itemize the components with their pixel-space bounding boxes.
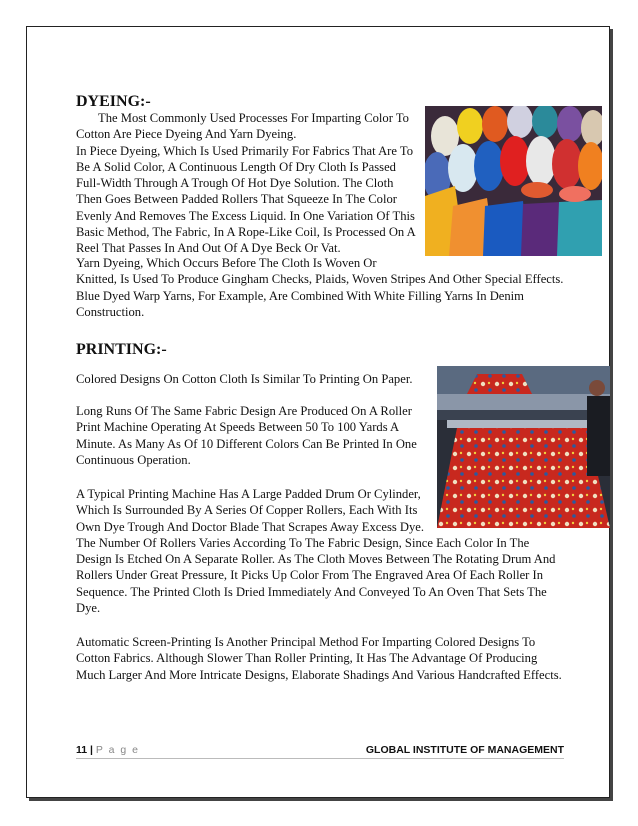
- dyeing-paragraph-1: The Most Commonly Used Processes For Imparting Color To Cotton Are Piece Dyeing And Yarn Dyeing. In Piece Dyeing, Which Is Used Primarily For Fabrics That Are To Be A Solid Color, A Continuous Length Of Dry Cloth Is Passed Full-Width Through A Trough Of Hot Dye Solution. The Cloth Then Goes Between Padded Rollers That Squeeze In The Color Evenly And Removes The Excess Liquid. In One Variation Of This Basic Method, The Fabric, In A Rope-Like Coil, Is Processed On A Reel That Passes In And Out Of A Dye Beck Or Vat.: [76, 111, 416, 256]
- dyeing-heading: DYEING:-: [76, 93, 151, 110]
- printing-paragraph-3: A Typical Printing Machine Has A Large Padded Drum Or Cylinder, Which Is Surrounded By A Series Of Copper Rollers, Each With Its Own Dye Trough And Doctor Blade That Scrapes Away Excess Dye. The Number Of Rollers Varies According To The Fabric Design, Since Each Color In The Design Is Etched On A Separate Roller. As The Cloth Moves Between The Rotating Drum And Rollers Under Great Pressure, It Picks Up Color From The Engraved Area Of Each Roller In Sequence. The Printed Cloth Is Dried Immediately And Conveyed To An Oven That Sets The Dye.: [76, 487, 556, 616]
- organization-name: GLOBAL INSTITUTE OF MANAGEMENT: [365, 744, 564, 756]
- printing-heading: PRINTING:-: [76, 341, 167, 358]
- printing-paragraph-1: Colored Designs On Cotton Cloth Is Similar To Printing On Paper.: [76, 372, 413, 386]
- page-number: 11: [76, 744, 88, 756]
- page-label: P a g e: [95, 744, 140, 756]
- yarn-cones-photo: [425, 106, 602, 256]
- printing-paragraph-4: Automatic Screen-Printing Is Another Principal Method For Imparting Colored Designs To Cotton Fabrics. Although Slower Than Roller Printing, It Has The Advantage Of Producing Much Larger And More Intricate Designs, Elaborate Shadings And Various Handcrafted Effects.: [76, 635, 562, 682]
- footer-separator: |: [87, 744, 96, 756]
- dyeing-paragraph-2: Yarn Dyeing, Which Occurs Before The Cloth Is Woven Or Knitted, Is Used To Produce Gingham Checks, Plaids, Woven Stripes And Other Special Effects. Blue Dyed Warp Yarns, For Example, Are Combined With White Filling Yarns In Denim Construction.: [76, 256, 564, 319]
- page-footer: [76, 744, 564, 759]
- printing-paragraph-2: Long Runs Of The Same Fabric Design Are Produced On A Roller Print Machine Operating At Speeds Between 50 To 100 Yards A Minute. As Many As Of 10 Different Colors Can Be Printed In One Continuous Operation.: [76, 404, 417, 467]
- printing-machine-photo: [437, 366, 610, 528]
